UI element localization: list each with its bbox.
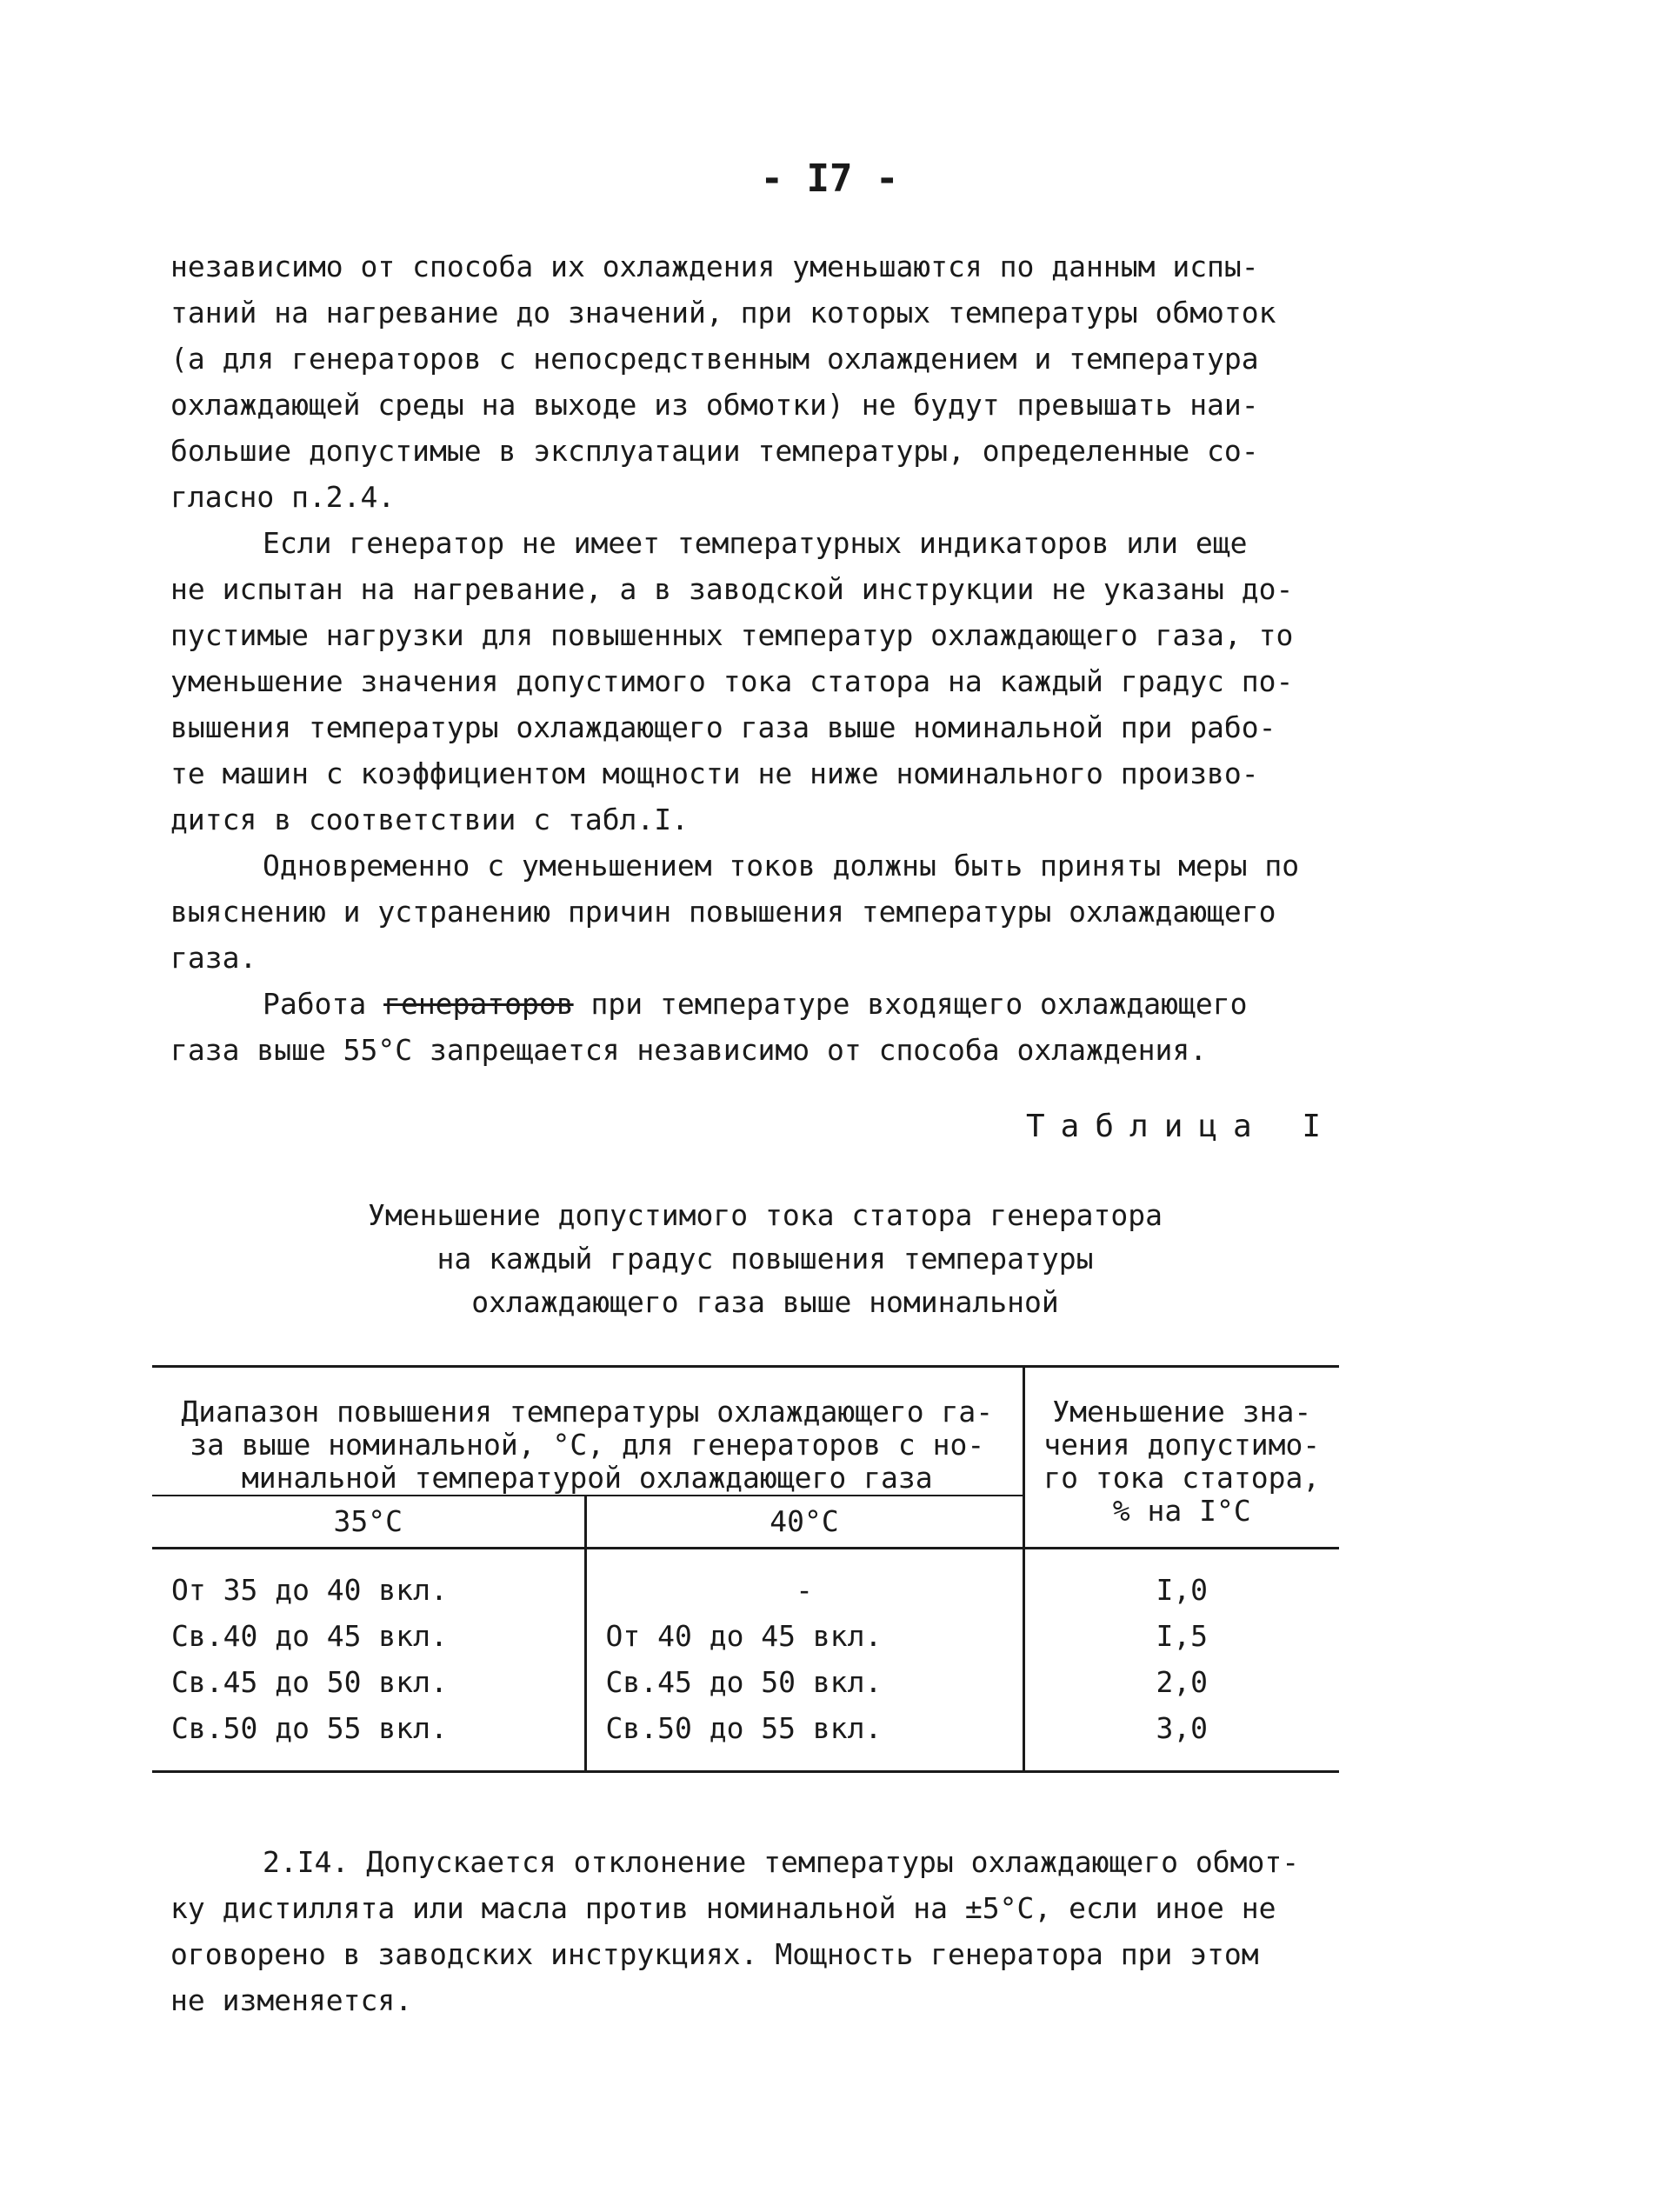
body-text [170, 243, 1383, 1073]
data-table [152, 1365, 1339, 1773]
header-line: за выше номинальной, °С, для генераторов с но- [190, 1428, 985, 1462]
cell-40c: От 40 до 45 вкл. [585, 1613, 1023, 1659]
caption-line: охлаждающего газа выше номинальной [471, 1285, 1059, 1319]
text-line: охлаждающей среды на выходе из обмотки) не будут превышать наи- [170, 388, 1259, 422]
paragraph-2-14 [170, 1839, 1383, 2023]
header-line: Уменьшение зна- [1052, 1395, 1312, 1429]
table-row [152, 1613, 1339, 1659]
text-line: независимо от способа их охлаждения уменьшаются по данным испы- [170, 250, 1259, 283]
paragraph-3 [170, 843, 1383, 981]
text-line: пустимые нагрузки для повышенных температур охлаждающего газа, то [170, 618, 1294, 652]
cell-reduction: I,0 [1023, 1549, 1339, 1614]
caption-line: Уменьшение допустимого тока статора генератора [368, 1198, 1163, 1232]
text-line: те машин с коэффициентом мощности не ниже номинального произво- [170, 756, 1259, 790]
cell-40c: Св.45 до 50 вкл. [585, 1659, 1023, 1705]
table-caption [0, 1194, 1530, 1324]
text-fragment: при температуре входящего охлаждающего [573, 987, 1248, 1021]
page-number: - I7 - [760, 157, 899, 201]
text-line: (а для генераторов с непосредственным охлаждением и температура [170, 342, 1259, 376]
cell-reduction: I,5 [1023, 1613, 1339, 1659]
text-line: оговорено в заводских инструкциях. Мощность генератора при этом [170, 1937, 1259, 1971]
header-reduction [1023, 1367, 1339, 1549]
paragraph-2 [170, 520, 1383, 843]
cell-40c: Св.50 до 55 вкл. [585, 1705, 1023, 1772]
text-line: ку дистиллята или масла против номинальной на ±5°С, если иное не [170, 1891, 1276, 1925]
caption-line: на каждый градус повышения температуры [436, 1242, 1094, 1276]
text-line: выяснению и устранению причин повышения температуры охлаждающего [170, 895, 1276, 929]
text-line: уменьшение значения допустимого тока статора на каждый градус по- [170, 664, 1294, 698]
text-line: газа выше 55°С запрещается независимо от способа охлаждения. [170, 1033, 1208, 1067]
text-line: большие допустимые в эксплуатации температуры, определенные со- [170, 434, 1259, 468]
table-label: Таблица I [1026, 1109, 1337, 1144]
header-range [152, 1367, 1023, 1496]
table-header-row [152, 1367, 1339, 1496]
text-line: 2.I4. Допускается отклонение температуры охлаждающего обмот- [263, 1845, 1300, 1879]
cell-reduction: 3,0 [1023, 1705, 1339, 1772]
text-line: Одновременно с уменьшением токов должны быть приняты меры по [263, 849, 1300, 883]
header-line: минальной температурой охлаждающего газа [241, 1461, 933, 1495]
struck-word: генераторов [383, 987, 574, 1021]
table-row [152, 1549, 1339, 1614]
header-line: чения допустимо- [1043, 1428, 1321, 1462]
table-row [152, 1659, 1339, 1705]
text-line: не испытан на нагревание, а в заводской инструкции не указаны до- [170, 572, 1294, 606]
table-row [152, 1705, 1339, 1772]
data-table-wrapper [152, 1365, 1339, 1773]
cell-35c: От 35 до 40 вкл. [171, 1573, 448, 1607]
section-2-14 [170, 1839, 1383, 2023]
header-line: го тока статора, [1043, 1461, 1321, 1495]
cell-35c: Св.50 до 55 вкл. [171, 1711, 448, 1745]
cell-35c: Св.45 до 50 вкл. [171, 1665, 448, 1699]
header-40c: 40°С [585, 1496, 1023, 1549]
paragraph-1 [170, 243, 1383, 520]
header-35c: 35°С [152, 1496, 585, 1549]
text-line: гласно п.2.4. [170, 480, 396, 514]
header-line: % на I°С [1112, 1494, 1251, 1528]
text-line: таний на нагревание до значений, при которых температуры обмоток [170, 296, 1276, 330]
text-fragment: Работа [263, 987, 384, 1021]
text-line: не изменяется. [170, 1983, 413, 2017]
cell-35c: Св.40 до 45 вкл. [171, 1619, 448, 1653]
cell-40c: - [585, 1549, 1023, 1614]
text-line: газа. [170, 941, 257, 975]
text-line: дится в соответствии с табл.I. [170, 803, 690, 836]
text-line: Если генератор не имеет температурных индикаторов или еще [263, 526, 1248, 560]
cell-reduction: 2,0 [1023, 1659, 1339, 1705]
paragraph-4 [170, 981, 1383, 1073]
text-line: вышения температуры охлаждающего газа выше номинальной при рабо- [170, 710, 1276, 744]
header-line: Диапазон повышения температуры охлаждающего га- [181, 1395, 994, 1429]
